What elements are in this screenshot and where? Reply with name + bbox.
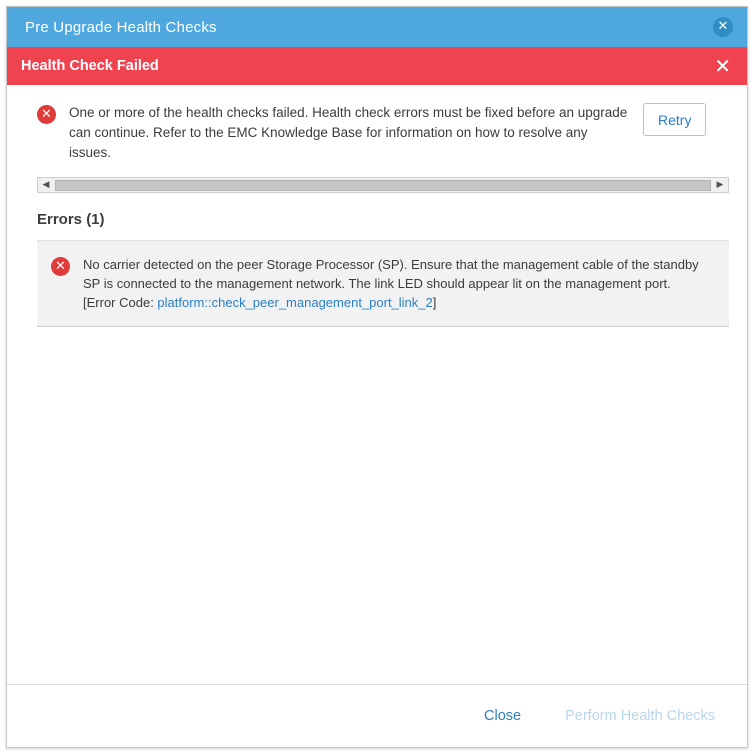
perform-health-checks-button[interactable]: Perform Health Checks xyxy=(555,702,725,730)
scrollbar-thumb[interactable] xyxy=(55,180,711,191)
error-code-link[interactable]: platform::check_peer_management_port_link_2 xyxy=(157,295,433,310)
dialog-titlebar xyxy=(7,7,747,47)
error-list-item xyxy=(37,240,729,327)
close-circle-icon[interactable]: ✕ xyxy=(713,17,733,37)
errors-heading: Errors (1) xyxy=(37,211,105,228)
dialog-footer xyxy=(7,684,747,747)
pre-upgrade-health-checks-dialog xyxy=(6,6,748,748)
scroll-left-arrow-icon[interactable]: ◀ xyxy=(42,180,50,190)
summary-message-text: One or more of the health checks failed. Health check errors must be fixed before an upgrade can continue. Refer to the EMC Knowledge Base for information on how to resolve any issues. xyxy=(69,105,628,160)
error-circle-icon: ✕ xyxy=(37,105,56,124)
error-item-message: No carrier detected on the peer Storage Processor (SP). Ensure that the management cable of the standby SP is connected to the management network. The link LED should appear lit on the management port. xyxy=(83,257,699,291)
error-code-prefix: [Error Code: xyxy=(83,295,158,310)
banner-title: Health Check Failed xyxy=(21,58,159,74)
dialog-title: Pre Upgrade Health Checks xyxy=(25,18,217,36)
error-item-body xyxy=(83,255,713,312)
summary-message-row xyxy=(27,85,727,163)
retry-button[interactable]: Retry xyxy=(643,103,706,136)
dialog-body xyxy=(7,85,747,684)
banner-close-icon[interactable]: ✕ xyxy=(714,54,731,78)
health-check-failed-banner xyxy=(7,47,747,85)
error-code-suffix: ] xyxy=(432,295,437,310)
scroll-right-arrow-icon[interactable]: ▶ xyxy=(716,180,724,190)
error-circle-icon: ✕ xyxy=(51,257,70,276)
close-button[interactable]: Close xyxy=(474,702,531,730)
horizontal-scrollbar[interactable] xyxy=(37,177,729,193)
